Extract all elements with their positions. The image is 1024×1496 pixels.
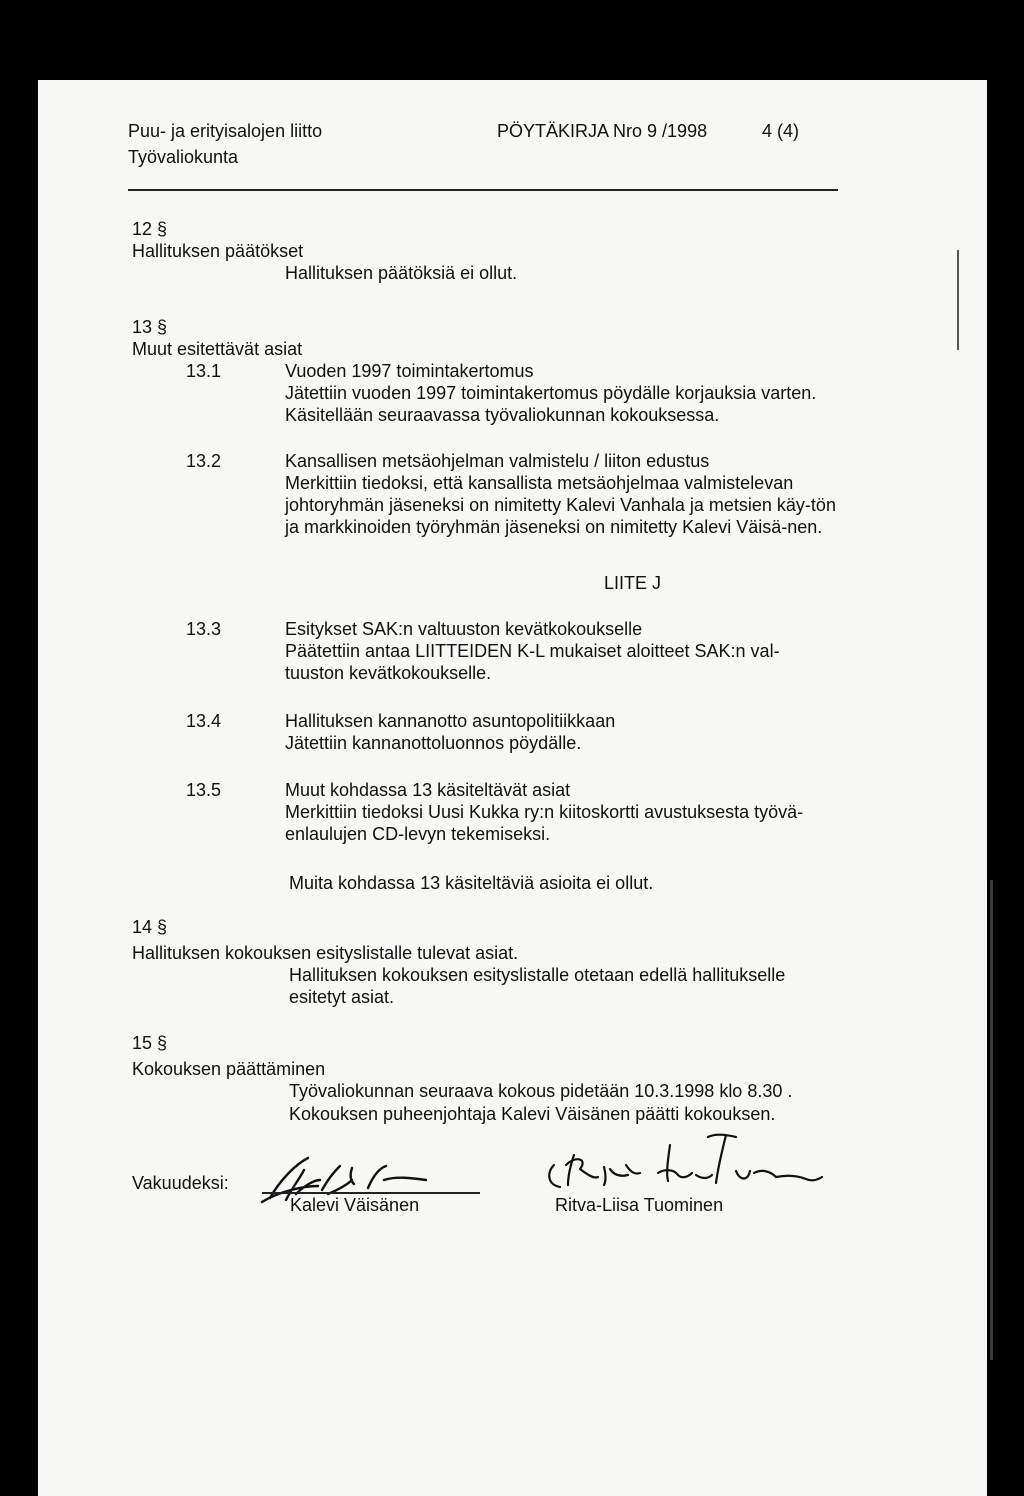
signer-name-2: Ritva-Liisa Tuominen [555, 1195, 724, 1215]
section-12-title: Hallituksen päätökset [132, 241, 304, 261]
item-body: Päätettiin antaa LIITTEIDEN K-L mukaiset aloitteet SAK:n val-tuuston kevätkokoukselle. [285, 641, 780, 683]
item-title: Esitykset SAK:n valtuuston kevätkokoukselle [285, 619, 643, 639]
header-org: Puu- ja erityisalojen liitto [128, 121, 323, 141]
page-number: 4 (4) [762, 121, 800, 141]
item-number: 13.4 [186, 711, 222, 731]
section-12-number: 12 § [132, 219, 168, 239]
item-title: Vuoden 1997 toimintakertomus [285, 361, 534, 381]
scan-edge-mark [957, 250, 959, 350]
item-title: Muut kohdassa 13 käsiteltävät asiat [285, 780, 571, 800]
section-15-title: Kokouksen päättäminen [132, 1059, 326, 1079]
section-12-text: Hallituksen päätöksiä ei ollut. [285, 263, 518, 283]
item-number: 13.3 [186, 619, 222, 639]
section-13-number: 13 § [132, 317, 168, 337]
signature-ritva-liisa-tuominen [540, 1125, 830, 1195]
item-body: Merkittiin tiedoksi Uusi Kukka ry:n kiitoskortti avustuksesta työvä-enlaulujen CD-levyn tekemiseksi. [285, 802, 804, 844]
header-divider [128, 189, 838, 191]
section-14-body: Hallituksen kokouksen esityslistalle otetaan edellä hallitukselle esitetyt asiat. [289, 965, 786, 1007]
item-number: 13.5 [186, 780, 222, 800]
header-unit: Työvaliokunta [128, 147, 239, 167]
signature-label: Vakuudeksi: [132, 1173, 229, 1193]
item-body: Jätettiin kannanottoluonnos pöydälle. [285, 733, 582, 753]
item-number: 13.2 [186, 451, 222, 471]
section-13-title: Muut esitettävät asiat [132, 339, 303, 359]
section-13-closing: Muita kohdassa 13 käsiteltäviä asioita ei ollut. [289, 873, 654, 893]
item-body: Jätettiin vuoden 1997 toimintakertomus pöydälle korjauksia varten. Käsitellään seuraavassa työvaliokunnan kokouksessa. [285, 383, 817, 425]
item-title: Kansallisen metsäohjelman valmistelu / liiton edustus [285, 451, 710, 471]
scan-edge-mark [990, 880, 993, 1360]
document-title: PÖYTÄKIRJA Nro 9 /1998 [497, 121, 708, 141]
section-15-line-1: Työvaliokunnan seuraava kokous pidetään 10.3.1998 klo 8.30 . [289, 1081, 793, 1101]
item-number: 13.1 [186, 361, 222, 381]
item-body: Merkittiin tiedoksi, että kansallista metsäohjelmaa valmistelevan johtoryhmän jäseneksi on nimitetty Kalevi Vanhala ja metsien käy-tön ja markkinoiden työryhmän jäseneksi on nimitetty Kalevi Väisä-nen. [285, 473, 836, 537]
attachment-reference: LIITE J [604, 573, 662, 593]
item-title: Hallituksen kannanotto asuntopolitiikkaan [285, 711, 616, 731]
section-14-title: Hallituksen kokouksen esityslistalle tulevat asiat. [132, 943, 519, 963]
section-14-number: 14 § [132, 917, 168, 937]
section-15-line-2: Kokouksen puheenjohtaja Kalevi Väisänen päätti kokouksen. [289, 1104, 776, 1124]
signer-name-1: Kalevi Väisänen [290, 1195, 420, 1215]
section-15-number: 15 § [132, 1033, 168, 1053]
